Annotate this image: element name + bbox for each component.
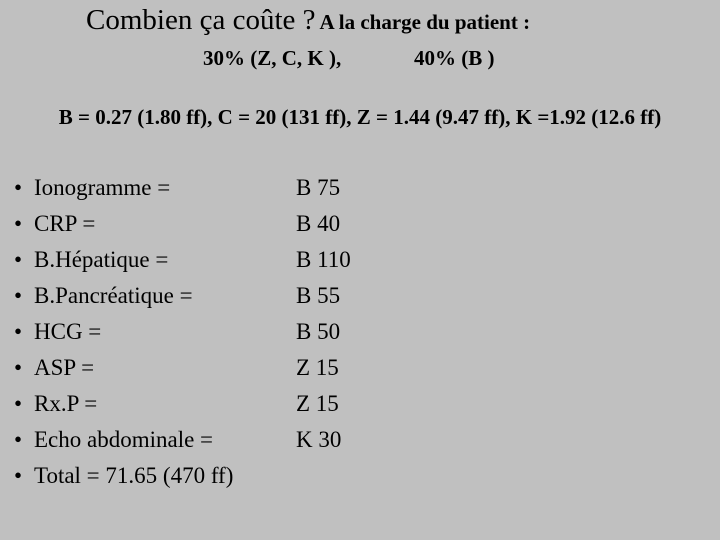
list-item — [0, 206, 720, 242]
total-label: Total = 71.65 (470 ff) — [34, 463, 234, 488]
item-label: Rx.P = — [34, 391, 98, 416]
item-label: CRP = — [34, 211, 96, 236]
item-value: B 50 — [296, 319, 341, 344]
list-item — [0, 422, 720, 458]
slide-title — [86, 4, 530, 37]
item-value: B 110 — [296, 247, 351, 272]
list-item — [0, 350, 720, 386]
unit-prices: B = 0.27 (1.80 ff), C = 20 (131 ff), Z = 1.44 (9.47 ff), K =1.92 (12.6 ff) — [58, 105, 662, 129]
bullet-icon: • — [13, 391, 23, 416]
list-item — [0, 314, 720, 350]
bullet-icon: • — [13, 247, 23, 272]
bullet-icon: • — [13, 211, 23, 236]
list-item — [0, 242, 720, 278]
bullet-icon: • — [13, 319, 23, 344]
list-item — [0, 278, 720, 314]
title-main: Combien ça coûte ? — [86, 4, 316, 36]
list-item-total — [0, 458, 720, 494]
item-label: Ionogramme = — [34, 175, 171, 200]
item-label: Echo abdominale = — [34, 427, 214, 452]
item-value: B 55 — [296, 283, 341, 308]
list-item — [0, 386, 720, 422]
cost-list — [0, 170, 720, 494]
title-subtitle: A la charge du patient : — [319, 10, 531, 34]
rate-30-percent: 30% (Z, C, K ), — [203, 46, 342, 70]
item-value: B 40 — [296, 211, 341, 236]
item-value: B 75 — [296, 175, 341, 200]
item-label: B.Pancréatique = — [34, 283, 193, 308]
bullet-icon: • — [13, 355, 23, 380]
bullet-icon: • — [13, 463, 23, 488]
item-value: Z 15 — [296, 391, 339, 416]
item-value: Z 15 — [296, 355, 339, 380]
item-label: HCG = — [34, 319, 102, 344]
item-label: B.Hépatique = — [34, 247, 169, 272]
item-value: K 30 — [296, 427, 342, 452]
bullet-icon: • — [13, 175, 23, 200]
bullet-icon: • — [13, 283, 23, 308]
bullet-icon: • — [13, 427, 23, 452]
item-label: ASP = — [34, 355, 95, 380]
list-item — [0, 170, 720, 206]
rate-40-percent: 40% (B ) — [414, 46, 495, 70]
